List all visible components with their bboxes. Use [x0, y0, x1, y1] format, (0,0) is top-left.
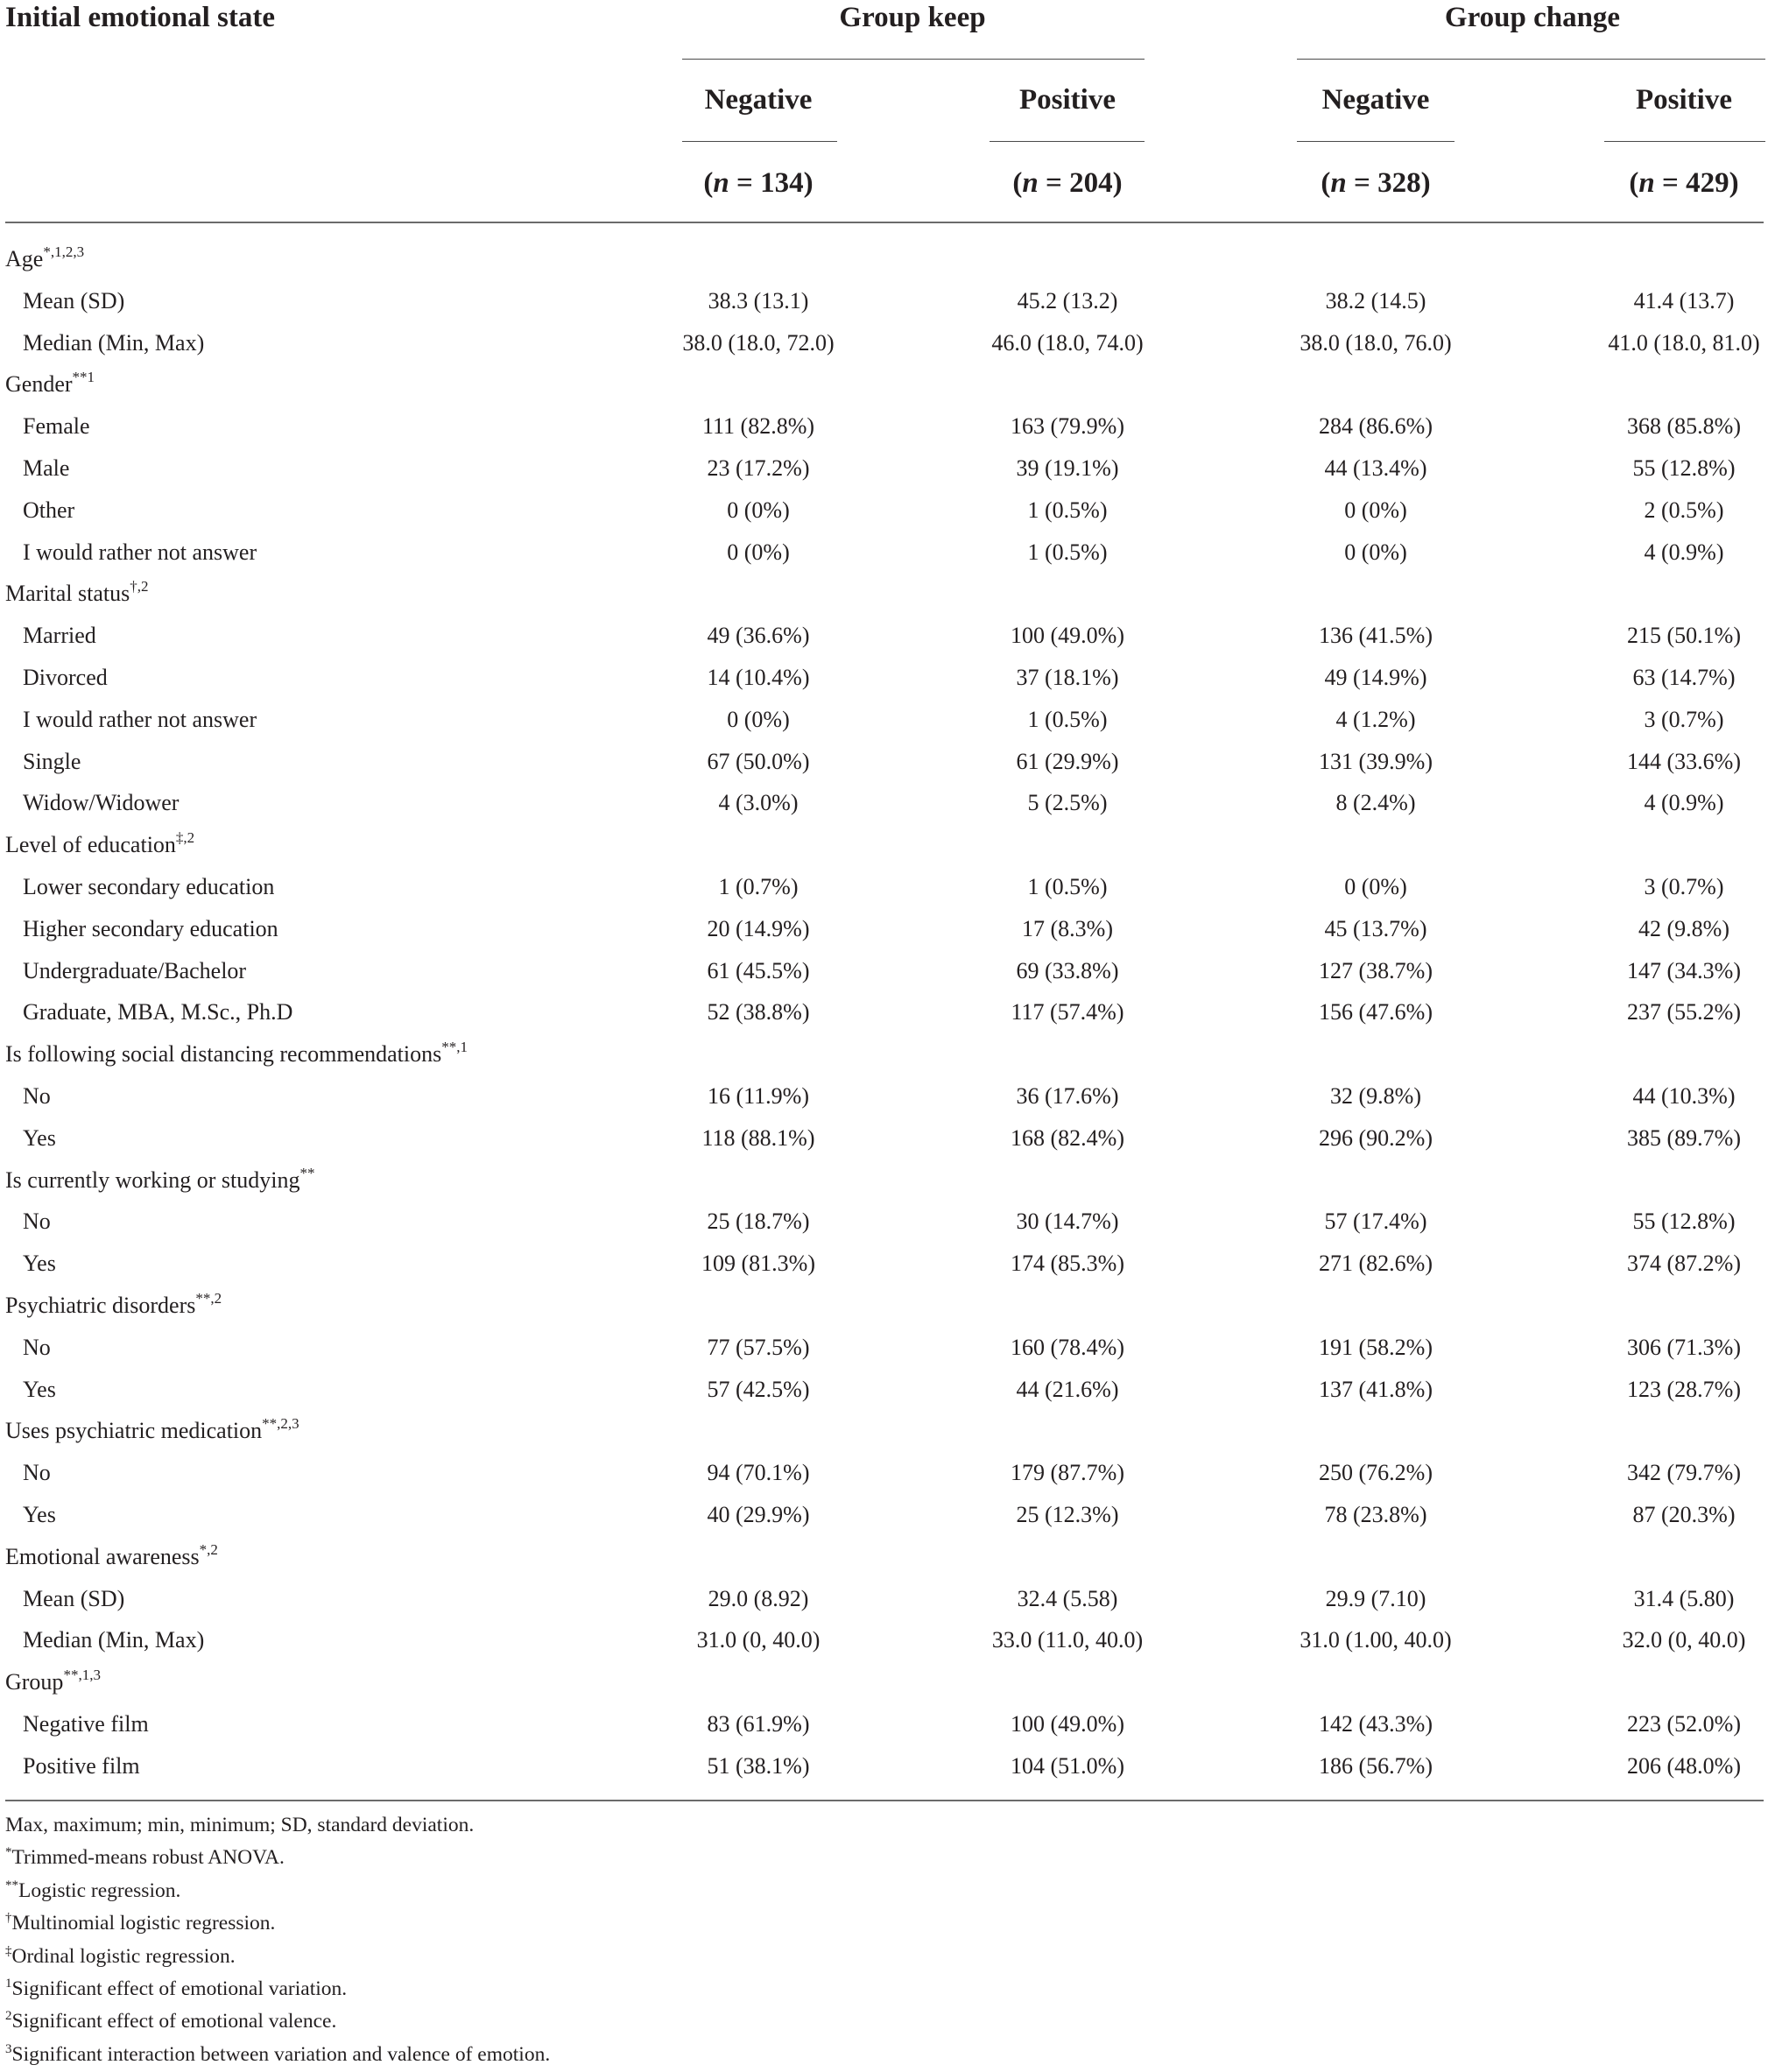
table-cell: 44 (10.3%) — [1632, 1082, 1736, 1109]
table-cell: 16 (11.9%) — [707, 1082, 810, 1109]
row-label — [23, 322, 204, 364]
label-text: Gender — [5, 371, 73, 398]
table-cell: 25 (12.3%) — [1016, 1501, 1119, 1527]
label-text: I would rather not answer — [23, 539, 257, 565]
sample-size-change-positive: (n = 429) — [1629, 167, 1739, 199]
table-cell: 0 (0%) — [1344, 497, 1407, 523]
table-cell: 41.4 (13.7) — [1633, 287, 1735, 314]
table-bottom-rule — [5, 1800, 1764, 1801]
label-text: No — [23, 1334, 51, 1360]
col-rule — [990, 141, 1145, 142]
category-row — [0, 1536, 1768, 1578]
table-cell: 78 (23.8%) — [1324, 1501, 1427, 1527]
table-cell: 45.2 (13.2) — [1017, 287, 1118, 314]
table-row — [0, 1075, 1768, 1117]
label-text: Yes — [23, 1124, 56, 1151]
group-keep-rule — [682, 59, 1145, 60]
table-cell: 4 (3.0%) — [718, 790, 799, 816]
table-cell: 44 (21.6%) — [1016, 1376, 1119, 1402]
table-cell: 0 (0%) — [727, 497, 790, 523]
footnote-text: Trimmed-means robust ANOVA. — [11, 1846, 285, 1870]
table-cell: 32 (9.8%) — [1330, 1082, 1421, 1109]
table-row — [0, 490, 1768, 532]
table-cell: 2 (0.5%) — [1644, 497, 1724, 523]
header-bottom-rule — [5, 222, 1764, 223]
table-cell: 3 (0.7%) — [1644, 873, 1724, 899]
footnote — [5, 2039, 550, 2071]
footnote-text: Logistic regression. — [18, 1878, 181, 1902]
table-cell: 36 (17.6%) — [1016, 1082, 1119, 1109]
table-cell: 1 (0.5%) — [1027, 497, 1108, 523]
row-label — [23, 1578, 124, 1620]
row-label — [23, 908, 278, 950]
label-superscript: †,2 — [130, 578, 149, 596]
table-cell: 87 (20.3%) — [1632, 1501, 1736, 1527]
group-change-header: Group change — [1444, 2, 1621, 33]
label-text: Median (Min, Max) — [23, 329, 205, 356]
table-row — [0, 1117, 1768, 1159]
label-text: Age — [5, 246, 44, 271]
label-text: Male — [23, 455, 70, 481]
footnote — [5, 1973, 550, 2005]
table-cell: 77 (57.5%) — [707, 1334, 810, 1360]
table-cell: 38.2 (14.5) — [1325, 287, 1426, 314]
table-cell: 237 (55.2%) — [1627, 999, 1741, 1025]
footnote-symbol: ** — [5, 1878, 18, 1892]
table-cell: 20 (14.9%) — [707, 915, 810, 941]
label-superscript: **,2,3 — [262, 1415, 299, 1433]
table-cell: 137 (41.8%) — [1319, 1376, 1433, 1402]
sample-size-keep-negative: (n = 134) — [703, 167, 814, 199]
table-cell: 117 (57.4%) — [1011, 999, 1124, 1025]
table-cell: 123 (28.7%) — [1627, 1376, 1741, 1402]
label-text: Psychiatric disorders — [5, 1292, 196, 1318]
footnote — [5, 1907, 550, 1940]
table-row — [0, 1201, 1768, 1243]
row-label — [23, 866, 274, 908]
table-row — [0, 280, 1768, 322]
table-cell: 37 (18.1%) — [1016, 664, 1119, 690]
footnote — [5, 1842, 550, 1874]
footnote-symbol: ‡ — [5, 1943, 12, 1958]
footnote — [5, 1941, 550, 1973]
footnote — [5, 2005, 550, 2038]
label-text: Emotional awareness — [5, 1543, 200, 1569]
table-cell: 69 (33.8%) — [1016, 957, 1119, 983]
table-cell: 55 (12.8%) — [1632, 1209, 1736, 1235]
table-cell: 109 (81.3%) — [701, 1251, 815, 1277]
table-cell: 32.4 (5.58) — [1017, 1585, 1118, 1611]
table-cell: 136 (41.5%) — [1319, 623, 1433, 649]
table-cell: 40 (29.9%) — [707, 1501, 810, 1527]
table-row — [0, 782, 1768, 824]
table-cell: 51 (38.1%) — [707, 1752, 810, 1779]
table-cell: 39 (19.1%) — [1016, 455, 1119, 481]
category-row — [0, 824, 1768, 866]
table-cell: 156 (47.6%) — [1319, 999, 1433, 1025]
table-cell: 191 (58.2%) — [1319, 1334, 1433, 1360]
table-row — [0, 950, 1768, 992]
label-superscript: *,2 — [199, 1540, 218, 1558]
table-cell: 33.0 (11.0, 40.0) — [991, 1627, 1144, 1653]
table-cell: 38.3 (13.1) — [708, 287, 809, 314]
footnote-text: Multinomial logistic regression. — [11, 1912, 276, 1935]
table-row — [0, 322, 1768, 364]
footnote-symbol: 2 — [5, 2009, 12, 2024]
table-cell: 144 (33.6%) — [1627, 748, 1741, 774]
table-row — [0, 1327, 1768, 1369]
category-label — [5, 1285, 222, 1327]
footnote-symbol: † — [5, 1911, 12, 1926]
table-row — [0, 908, 1768, 950]
table-cell: 174 (85.3%) — [1011, 1251, 1124, 1277]
row-label — [23, 405, 90, 448]
table-row — [0, 1369, 1768, 1411]
table-cell: 3 (0.7%) — [1644, 706, 1724, 732]
table-cell: 52 (38.8%) — [707, 999, 810, 1025]
table-cell: 61 (29.9%) — [1016, 748, 1119, 774]
table-cell: 46.0 (18.0, 74.0) — [991, 329, 1144, 356]
label-superscript: **,1,3 — [63, 1667, 101, 1684]
table-cell: 271 (82.6%) — [1319, 1251, 1433, 1277]
table-cell: 67 (50.0%) — [707, 748, 810, 774]
table-cell: 61 (45.5%) — [707, 957, 810, 983]
table-cell: 0 (0%) — [727, 539, 790, 565]
table-cell: 0 (0%) — [1344, 873, 1407, 899]
label-text: Married — [23, 623, 96, 649]
table-cell: 163 (79.9%) — [1011, 413, 1124, 440]
table-cell: 29.9 (7.10) — [1325, 1585, 1426, 1611]
table-row — [0, 1745, 1768, 1787]
table-cell: 1 (0.5%) — [1027, 539, 1108, 565]
table-row — [0, 1452, 1768, 1494]
label-text: Yes — [23, 1251, 56, 1277]
table-cell: 23 (17.2%) — [707, 455, 810, 481]
label-text: Level of education — [5, 832, 176, 858]
row-label — [23, 1117, 56, 1159]
table-cell: 374 (87.2%) — [1627, 1251, 1741, 1277]
table-row — [0, 1619, 1768, 1661]
category-row — [0, 1285, 1768, 1327]
category-row — [0, 1159, 1768, 1202]
label-text: Widow/Widower — [23, 790, 180, 816]
label-superscript: **,2 — [195, 1289, 222, 1307]
row-label — [23, 741, 81, 783]
footnote-symbol: 3 — [5, 2041, 12, 2056]
table-cell: 4 (0.9%) — [1644, 539, 1724, 565]
col-rule — [1604, 141, 1765, 142]
category-label — [5, 1159, 315, 1202]
footnote-text: Significant effect of emotional valence. — [11, 2010, 337, 2033]
table-cell: 1 (0.5%) — [1027, 706, 1108, 732]
category-label — [5, 363, 95, 405]
label-text: Group — [5, 1669, 64, 1695]
label-superscript: **1 — [72, 369, 95, 386]
table-cell: 104 (51.0%) — [1011, 1752, 1124, 1779]
table-cell: 168 (82.4%) — [1011, 1124, 1124, 1151]
table-cell: 14 (10.4%) — [707, 664, 810, 690]
label-superscript: *,1,2,3 — [43, 243, 85, 260]
table-cell: 284 (86.6%) — [1319, 413, 1433, 440]
table-row — [0, 657, 1768, 699]
label-text: Uses psychiatric medication — [5, 1418, 263, 1444]
footnote — [5, 1875, 550, 1907]
table-cell: 63 (14.7%) — [1632, 664, 1736, 690]
table-cell: 186 (56.7%) — [1319, 1752, 1433, 1779]
row-label — [23, 448, 69, 490]
table-row — [0, 1703, 1768, 1745]
category-row — [0, 1033, 1768, 1075]
col-rule — [1297, 141, 1455, 142]
row-label — [23, 490, 74, 532]
table-cell: 4 (0.9%) — [1644, 790, 1724, 816]
table-cell: 306 (71.3%) — [1627, 1334, 1741, 1360]
table-cell: 111 (82.8%) — [701, 413, 815, 440]
sample-size-keep-positive: (n = 204) — [1012, 167, 1123, 199]
row-label — [23, 1745, 140, 1787]
table-cell: 206 (48.0%) — [1627, 1752, 1741, 1779]
table-cell: 29.0 (8.92) — [708, 1585, 809, 1611]
label-superscript: ** — [299, 1164, 315, 1181]
label-text: I would rather not answer — [23, 706, 257, 732]
table-cell: 147 (34.3%) — [1627, 957, 1741, 983]
table-cell: 1 (0.7%) — [718, 873, 799, 899]
row-label — [23, 1452, 51, 1494]
label-text: Undergraduate/Bachelor — [23, 957, 247, 983]
label-text: Is currently working or studying — [5, 1166, 300, 1193]
label-text: No — [23, 1082, 51, 1109]
table-row — [0, 448, 1768, 490]
category-label — [5, 1410, 299, 1452]
table-cell: 55 (12.8%) — [1632, 455, 1736, 481]
row-label — [23, 1369, 56, 1411]
table-cell: 0 (0%) — [727, 706, 790, 732]
table-cell: 0 (0%) — [1344, 539, 1407, 565]
table-cell: 38.0 (18.0, 72.0) — [682, 329, 835, 356]
table-cell: 215 (50.1%) — [1627, 623, 1741, 649]
column-header-keep-positive: Positive — [1019, 84, 1116, 116]
row-label — [23, 1201, 51, 1243]
table-cell: 100 (49.0%) — [1011, 623, 1124, 649]
label-text: Female — [23, 413, 90, 440]
sample-size-change-negative: (n = 328) — [1321, 167, 1431, 199]
row-label — [23, 1075, 51, 1117]
table-cell: 25 (18.7%) — [707, 1209, 810, 1235]
label-text: Graduate, MBA, M.Sc., Ph.D — [23, 999, 293, 1025]
category-label — [5, 238, 84, 280]
category-label — [5, 1661, 101, 1703]
table-cell: 179 (87.7%) — [1011, 1460, 1124, 1486]
label-text: Median (Min, Max) — [23, 1627, 205, 1653]
table-cell: 1 (0.5%) — [1027, 873, 1108, 899]
row-header-label: Initial emotional state — [5, 2, 275, 33]
label-text: Yes — [23, 1501, 56, 1527]
category-label — [5, 1033, 468, 1075]
table-body — [0, 238, 1768, 1787]
table-row — [0, 1578, 1768, 1620]
table-cell: 49 (14.9%) — [1324, 664, 1427, 690]
label-text: Other — [23, 497, 75, 523]
table-row — [0, 866, 1768, 908]
category-row — [0, 238, 1768, 280]
label-text: Mean (SD) — [23, 1585, 125, 1611]
footnote — [5, 1809, 550, 1842]
table-cell: 31.0 (1.00, 40.0) — [1300, 1627, 1452, 1653]
table-cell: 17 (8.3%) — [1022, 915, 1113, 941]
table-row — [0, 615, 1768, 657]
footnote-text: Significant interaction between variation and valence of emotion. — [11, 2042, 551, 2066]
row-label — [23, 699, 257, 741]
category-label — [5, 573, 149, 615]
category-row — [0, 1410, 1768, 1452]
col-rule — [682, 141, 837, 142]
row-label — [23, 532, 257, 574]
label-text: Marital status — [5, 581, 130, 607]
footnote-text: Significant effect of emotional variation. — [11, 1977, 348, 2000]
table-cell: 30 (14.7%) — [1016, 1209, 1119, 1235]
footnote-symbol: * — [5, 1845, 12, 1860]
label-superscript: **,1 — [441, 1039, 468, 1056]
table-cell: 5 (2.5%) — [1027, 790, 1108, 816]
table-cell: 49 (36.6%) — [707, 623, 810, 649]
label-text: Single — [23, 748, 81, 774]
table-cell: 41.0 (18.0, 81.0) — [1608, 329, 1760, 356]
table-cell: 45 (13.7%) — [1324, 915, 1427, 941]
category-label — [5, 824, 194, 866]
group-keep-header: Group keep — [839, 2, 986, 33]
table-cell: 57 (17.4%) — [1324, 1209, 1427, 1235]
table-row — [0, 405, 1768, 448]
row-label — [23, 991, 292, 1033]
table-cell: 42 (9.8%) — [1638, 915, 1729, 941]
label-text: Is following social distancing recommendations — [5, 1041, 442, 1068]
label-text: Negative film — [23, 1710, 149, 1737]
label-superscript: ‡,2 — [175, 829, 195, 847]
table-cell: 131 (39.9%) — [1319, 748, 1433, 774]
table-cell: 250 (76.2%) — [1319, 1460, 1433, 1486]
table-cell: 57 (42.5%) — [707, 1376, 810, 1402]
table-cell: 4 (1.2%) — [1335, 706, 1416, 732]
label-text: Divorced — [23, 664, 108, 690]
footnote-symbol: 1 — [5, 1976, 12, 1991]
row-label — [23, 1494, 56, 1536]
row-label — [23, 1327, 51, 1369]
table-row — [0, 741, 1768, 783]
table-cell: 342 (79.7%) — [1627, 1460, 1741, 1486]
table-row — [0, 1494, 1768, 1536]
footnote-text: Ordinal logistic regression. — [11, 1944, 236, 1968]
row-label — [23, 782, 179, 824]
table-cell: 94 (70.1%) — [707, 1460, 810, 1486]
footnote-text: Max, maximum; min, minimum; SD, standard deviation. — [5, 1814, 475, 1836]
table-cell: 368 (85.8%) — [1627, 413, 1741, 440]
label-text: Positive film — [23, 1752, 140, 1779]
table-cell: 127 (38.7%) — [1319, 957, 1433, 983]
table-cell: 160 (78.4%) — [1011, 1334, 1124, 1360]
group-change-rule — [1297, 59, 1765, 60]
label-text: No — [23, 1460, 51, 1486]
table-cell: 31.4 (5.80) — [1633, 1585, 1735, 1611]
label-text: Yes — [23, 1376, 56, 1402]
table-cell: 142 (43.3%) — [1319, 1710, 1433, 1737]
table-cell: 223 (52.0%) — [1627, 1710, 1741, 1737]
table-row — [0, 532, 1768, 574]
table-cell: 32.0 (0, 40.0) — [1622, 1627, 1746, 1653]
category-row — [0, 573, 1768, 615]
table-cell: 38.0 (18.0, 76.0) — [1300, 329, 1452, 356]
table-cell: 385 (89.7%) — [1627, 1124, 1741, 1151]
category-label — [5, 1536, 218, 1578]
row-label — [23, 1619, 204, 1661]
label-text: Lower secondary education — [23, 873, 275, 899]
row-label — [23, 950, 246, 992]
row-label — [23, 615, 96, 657]
label-text: Mean (SD) — [23, 287, 125, 314]
row-label — [23, 280, 124, 322]
table-row — [0, 699, 1768, 741]
table-cell: 31.0 (0, 40.0) — [696, 1627, 821, 1653]
table-cell: 296 (90.2%) — [1319, 1124, 1433, 1151]
table-row — [0, 991, 1768, 1033]
footnotes — [5, 1809, 550, 2071]
row-label — [23, 1703, 149, 1745]
table-cell: 44 (13.4%) — [1324, 455, 1427, 481]
column-header-keep-negative: Negative — [704, 84, 813, 116]
table-cell: 118 (88.1%) — [701, 1124, 815, 1151]
category-row — [0, 363, 1768, 405]
column-header-change-negative: Negative — [1321, 84, 1430, 116]
table-cell: 83 (61.9%) — [707, 1710, 810, 1737]
row-label — [23, 1243, 56, 1285]
table-row — [0, 1243, 1768, 1285]
row-label — [23, 657, 108, 699]
category-row — [0, 1661, 1768, 1703]
table-cell: 8 (2.4%) — [1335, 790, 1416, 816]
label-text: No — [23, 1209, 51, 1235]
table-cell: 100 (49.0%) — [1011, 1710, 1124, 1737]
column-header-change-positive: Positive — [1636, 84, 1732, 116]
label-text: Higher secondary education — [23, 915, 278, 941]
